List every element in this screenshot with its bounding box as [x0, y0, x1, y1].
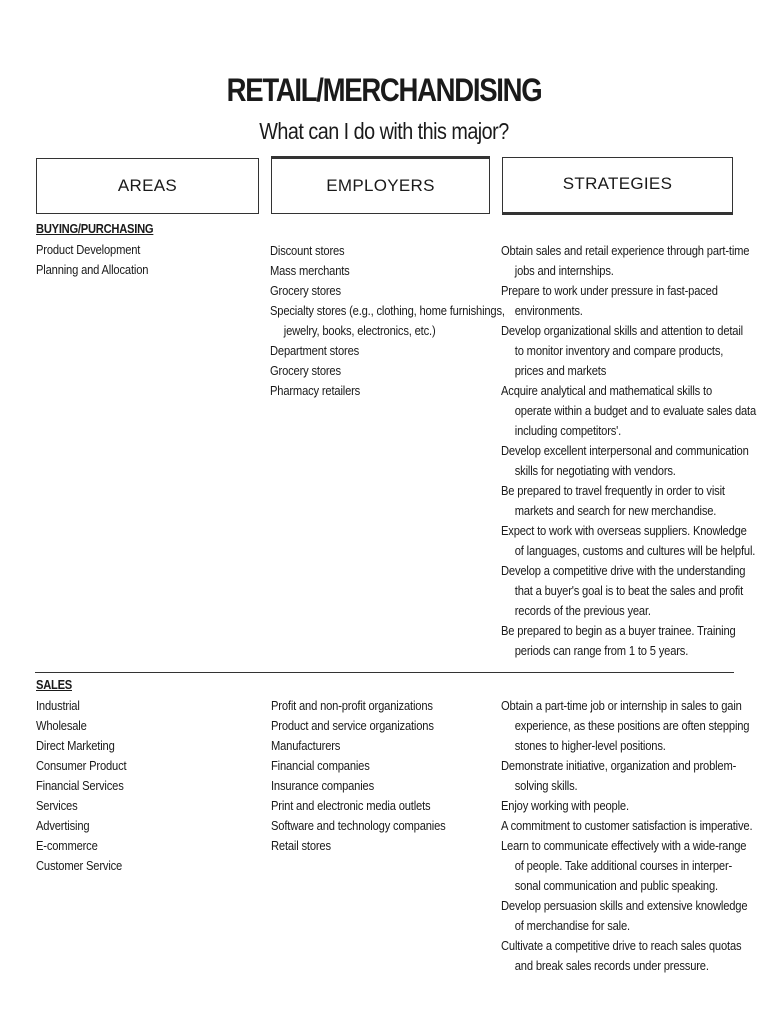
- section-heading-sales: SALES: [36, 677, 72, 692]
- list-item: jewelry, books, electronics, etc.): [283, 323, 436, 338]
- column-header-strategies: [502, 157, 733, 215]
- list-item: Pharmacy retailers: [270, 383, 361, 398]
- list-item: E-commerce: [36, 838, 98, 853]
- list-item: solving skills.: [514, 778, 578, 793]
- list-item: Product Development: [36, 242, 141, 257]
- list-item: skills for negotiating with vendors.: [514, 463, 676, 478]
- list-item: Be prepared to travel frequently in order to visit: [501, 483, 725, 498]
- list-item: Obtain a part-time job or internship in sales to gain: [501, 698, 742, 713]
- sales-areas-list: [36, 696, 141, 876]
- list-item: operate within a budget and to evaluate sales data: [514, 403, 757, 418]
- list-item: prices and markets: [514, 363, 607, 378]
- list-item: Manufacturers: [271, 738, 341, 753]
- column-header-strategies-label: STRATEGIES: [562, 174, 673, 193]
- list-item: Advertising: [36, 818, 90, 833]
- buying-strategies-list: [501, 241, 768, 661]
- column-header-areas: [36, 158, 259, 214]
- list-item: of languages, customs and cultures will be helpful.: [514, 543, 756, 558]
- list-item: Grocery stores: [270, 283, 341, 298]
- list-item: Acquire analytical and mathematical skills to: [501, 383, 712, 398]
- list-item: Services: [36, 798, 78, 813]
- section-heading-buying: BUYING/PURCHASING: [36, 221, 154, 236]
- list-item: Develop a competitive drive with the understanding: [501, 563, 746, 578]
- list-item: and break sales records under pressure.: [514, 958, 709, 973]
- sales-employers-list: [271, 696, 474, 856]
- list-item: sonal communication and public speaking.: [514, 878, 718, 893]
- list-item: jobs and internships.: [514, 263, 614, 278]
- list-item: Grocery stores: [270, 363, 341, 378]
- list-item: of merchandise for sale.: [514, 918, 630, 933]
- list-item: Financial Services: [36, 778, 124, 793]
- list-item: experience, as these positions are often stepping: [514, 718, 750, 733]
- list-item: environments.: [514, 303, 583, 318]
- list-item: Direct Marketing: [36, 738, 115, 753]
- sales-strategies-list: [501, 696, 768, 976]
- list-item: periods can range from 1 to 5 years.: [514, 643, 689, 658]
- list-item: Mass merchants: [270, 263, 350, 278]
- page-title: RETAIL/MERCHANDISING: [226, 72, 542, 108]
- list-item: A commitment to customer satisfaction is imperative.: [501, 818, 753, 833]
- list-item: Demonstrate initiative, organization and problem-: [501, 758, 737, 773]
- list-item: Financial companies: [271, 758, 370, 773]
- list-item: Print and electronic media outlets: [271, 798, 431, 813]
- list-item: Be prepared to begin as a buyer trainee. Training: [501, 623, 736, 638]
- list-item: Develop excellent interpersonal and communication: [501, 443, 749, 458]
- list-item: Learn to communicate effectively with a wide-range: [501, 838, 747, 853]
- list-item: Discount stores: [270, 243, 345, 258]
- column-header-employers: [271, 158, 490, 214]
- list-item: Department stores: [270, 343, 360, 358]
- list-item: that a buyer's goal is to beat the sales and profit: [514, 583, 744, 598]
- list-item: Product and service organizations: [271, 718, 434, 733]
- list-item: Insurance companies: [271, 778, 375, 793]
- list-item: records of the previous year.: [514, 603, 651, 618]
- list-item: Specialty stores (e.g., clothing, home furnishings,: [270, 303, 505, 318]
- list-item: including competitors'.: [514, 423, 622, 438]
- list-item: markets and search for new merchandise.: [514, 503, 717, 518]
- list-item: to monitor inventory and compare products,: [514, 343, 724, 358]
- list-item: Obtain sales and retail experience through part-time: [501, 243, 750, 258]
- list-item: Industrial: [36, 698, 80, 713]
- list-item: Planning and Allocation: [36, 262, 149, 277]
- buying-areas-list: [36, 240, 167, 280]
- list-item: Profit and non-profit organizations: [271, 698, 433, 713]
- list-item: Wholesale: [36, 718, 87, 733]
- list-item: Consumer Product: [36, 758, 127, 773]
- list-item: stones to higher-level positions.: [514, 738, 666, 753]
- page-subtitle: What can I do with this major?: [259, 118, 509, 144]
- list-item: Enjoy working with people.: [501, 798, 629, 813]
- list-item: Retail stores: [271, 838, 331, 853]
- list-item: Prepare to work under pressure in fast-paced: [501, 283, 718, 298]
- column-header-employers-label: EMPLOYERS: [326, 176, 435, 195]
- list-item: Software and technology companies: [271, 818, 446, 833]
- list-item: Customer Service: [36, 858, 123, 873]
- list-item: of people. Take additional courses in interper-: [514, 858, 733, 873]
- list-item: Cultivate a competitive drive to reach sales quotas: [501, 938, 742, 953]
- column-header-areas-label: AREAS: [117, 176, 178, 195]
- section-divider: [35, 672, 734, 673]
- list-item: Develop persuasion skills and extensive knowledge: [501, 898, 748, 913]
- list-item: Develop organizational skills and attention to detail: [501, 323, 743, 338]
- list-item: Expect to work with overseas suppliers. Knowledge: [501, 523, 747, 538]
